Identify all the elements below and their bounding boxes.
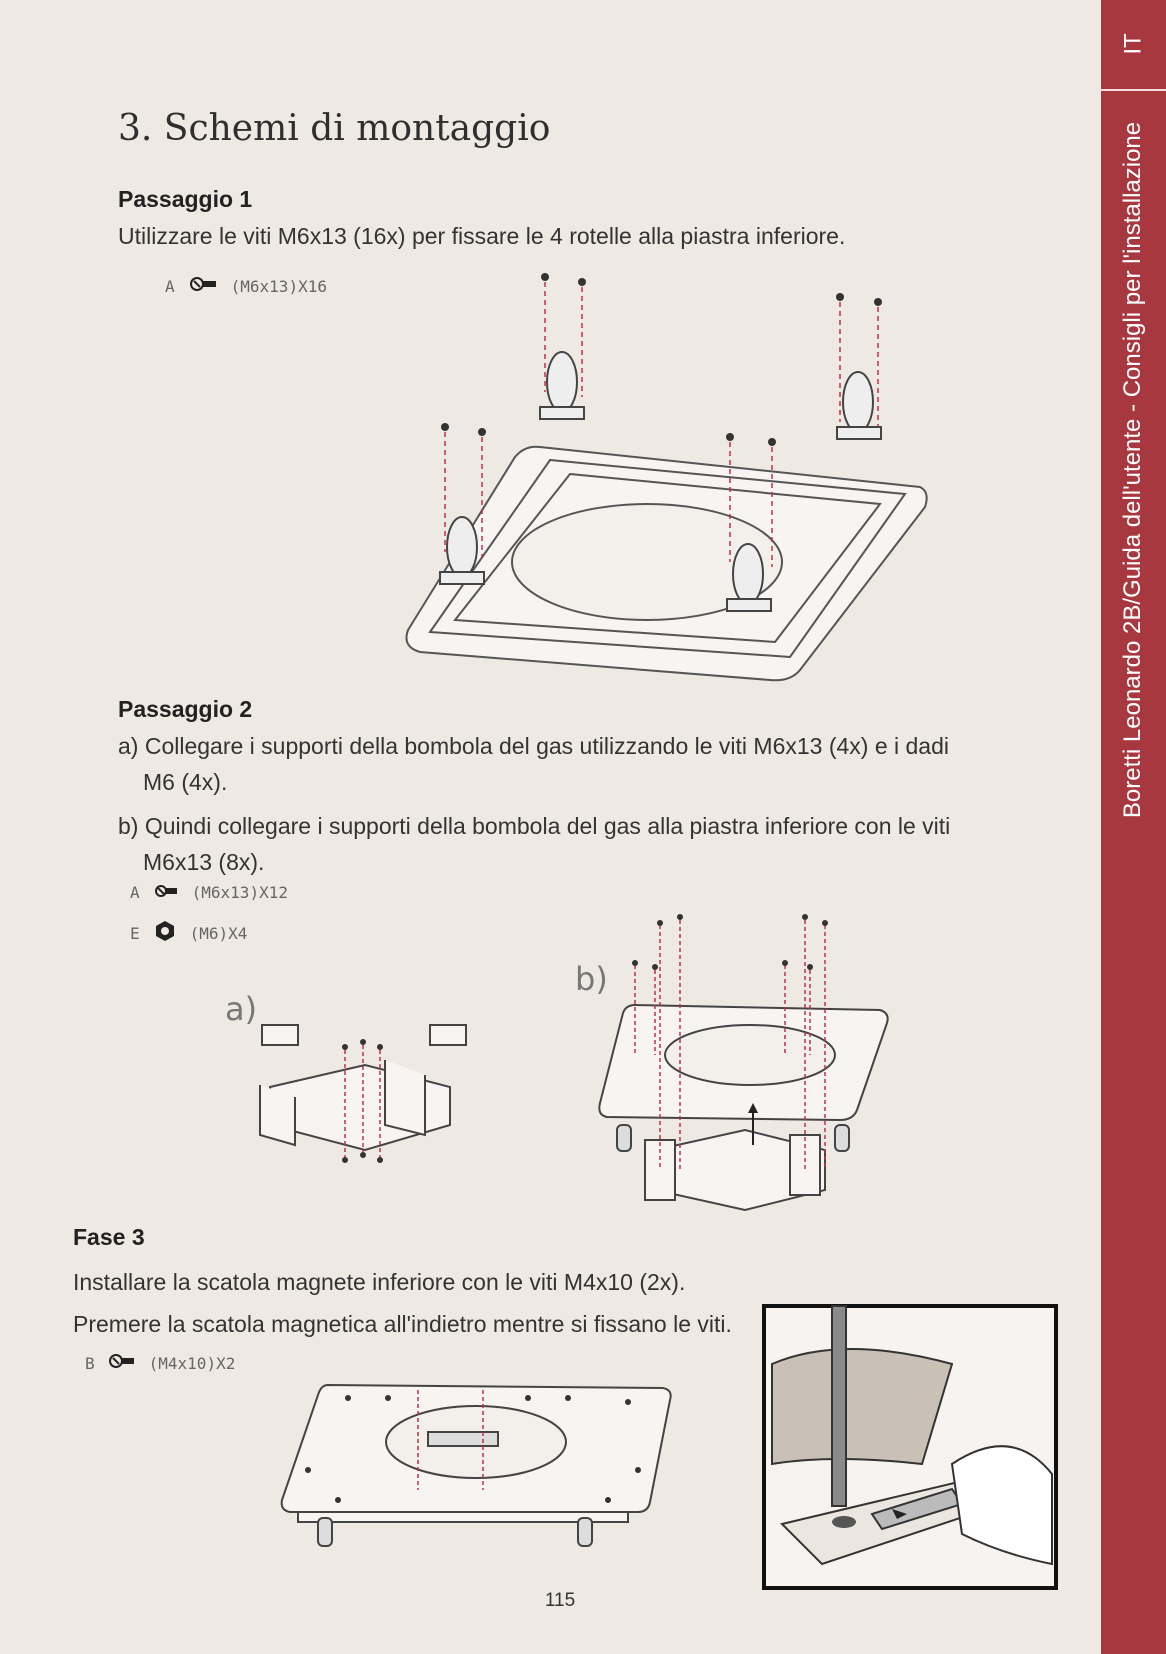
page-title: 3. Schemi di montaggio [118,108,551,149]
sidebar-divider [1101,89,1166,91]
step2-a-text: Collegare i supporti della bombola del gas utilizzando le viti M6x13 (4x) e i dadi [144,733,950,759]
step3-heading: Fase 3 [73,1224,145,1250]
step2-legend-screw [130,883,288,902]
step3-legend [85,1353,235,1373]
step3-line1: Installare la scatola magnete inferiore con le viti M4x10 (2x). [73,1269,686,1295]
screw-icon [189,276,217,296]
legend-letter: B [85,1353,95,1373]
step2b-support-figure [595,905,905,1235]
step2-a-line2: M6 (4x). [143,769,228,795]
sidebar-title-text: Boretti Leonardo 2B/Guida dell'utente - Consigli per l'installazione [1119,121,1146,819]
language-label: IT [1119,33,1147,55]
legend-letter: E [130,923,140,943]
step2-a-line1 [118,728,949,764]
legend-letter: A [165,276,175,296]
step1-text: Utilizzare le viti M6x13 (16x) per fissare le 4 rotelle alla piastra inferiore. [118,223,846,249]
screw-icon [154,883,178,902]
page-number: 115 [544,1590,576,1611]
step1-casters-figure [400,262,940,692]
step3-detail-figure [762,1304,1058,1590]
step2-b-line1 [118,808,950,844]
step2-heading: Passaggio 2 [118,696,253,722]
fig-b-label: b) [575,960,608,998]
legend-spec: (M6x13)X12 [191,883,288,902]
sidebar-title [1103,100,1163,840]
step3-plate-figure [278,1380,678,1560]
step2-a-marker: a) [118,733,139,759]
step2a-support-figure [250,1015,480,1175]
step2-b-text: Quindi collegare i supporti della bombola del gas alla piastra inferiore con le viti [144,813,951,839]
nut-icon [154,920,176,946]
step1-heading: Passaggio 1 [118,186,253,212]
fig-a-label: a) [225,990,258,1028]
legend-spec: (M6)X4 [189,923,248,943]
step3-line2: Premere la scatola magnetica all'indietro mentre si fissano le viti. [73,1311,732,1337]
legend-letter: A [130,883,140,902]
legend-spec: (M6x13)X16 [230,276,327,296]
screw-icon [109,1353,135,1373]
step2-legend-nut [130,920,247,946]
step2-b-line2: M6x13 (8x). [143,849,265,875]
legend-spec: (M4x10)X2 [148,1353,236,1373]
step1-legend [165,276,327,296]
step2-b-marker: b) [118,813,139,839]
language-tab [1101,0,1166,88]
